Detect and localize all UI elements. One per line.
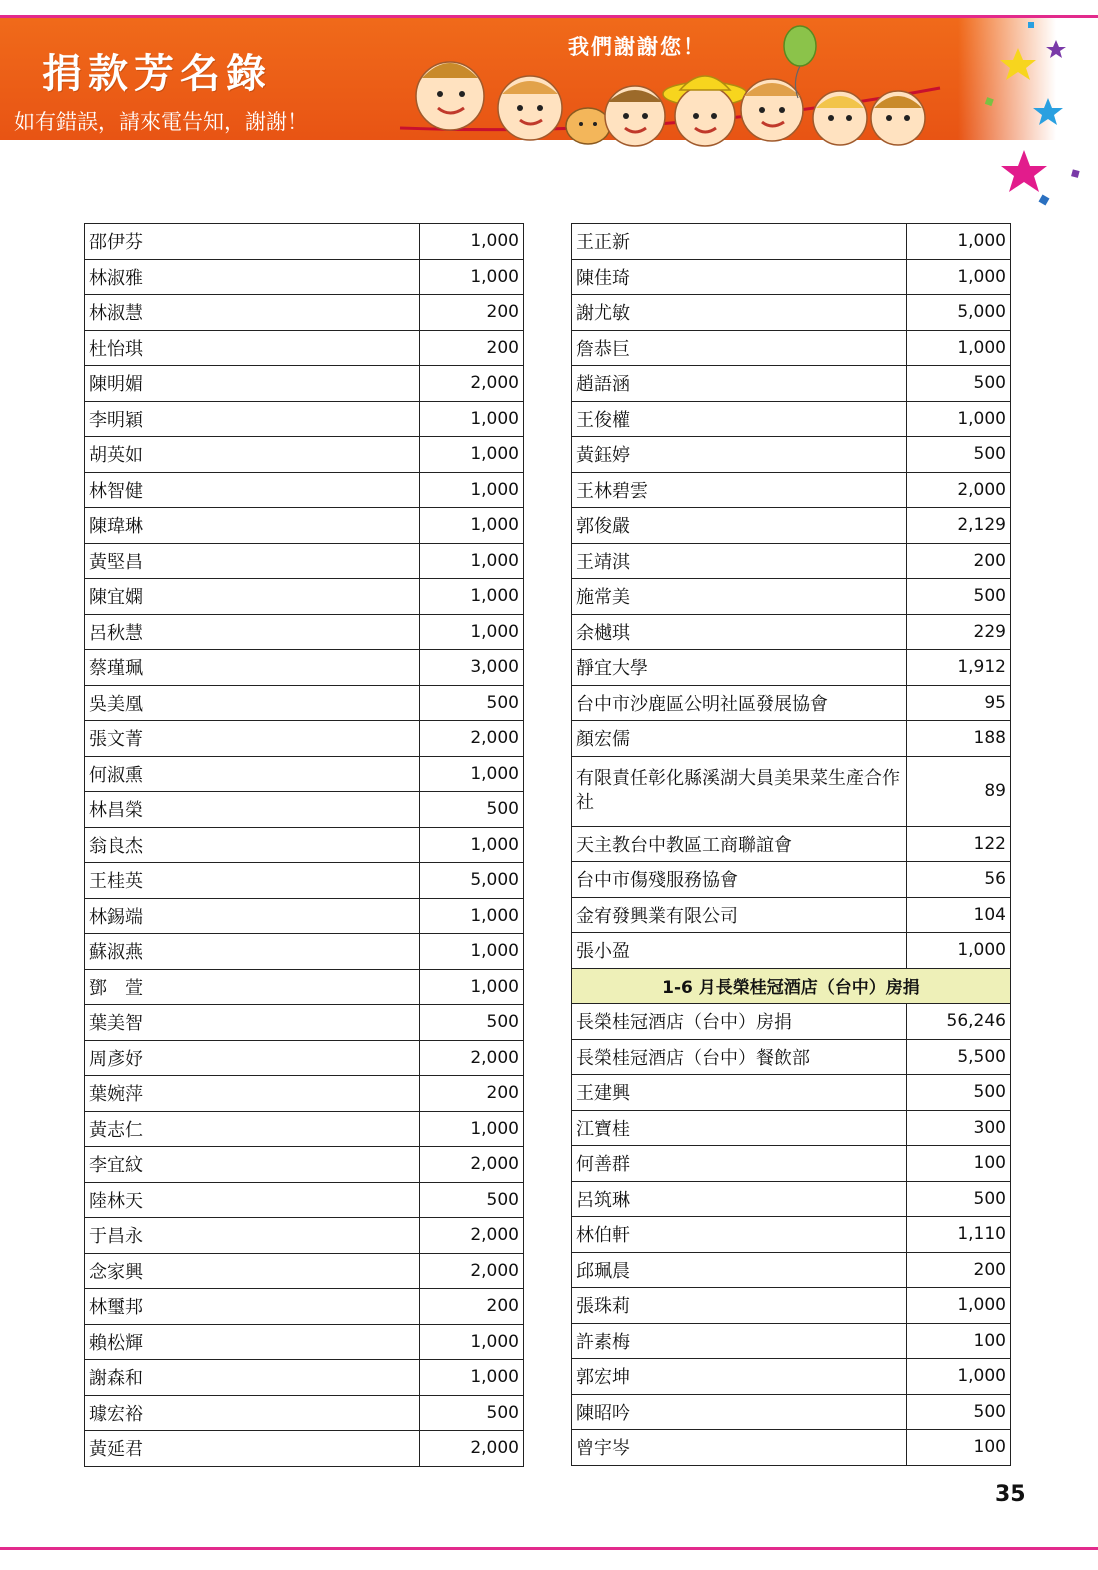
donation-amount: 5,000 <box>907 295 1011 331</box>
table-row <box>572 933 1011 969</box>
donation-amount: 1,000 <box>420 543 524 579</box>
donor-name: 念家興 <box>85 1253 420 1289</box>
table-row <box>572 330 1011 366</box>
donor-name: 林璽邦 <box>85 1289 420 1325</box>
donation-amount: 1,000 <box>907 401 1011 437</box>
donor-name: 黃鈺婷 <box>572 437 907 473</box>
table-row <box>85 614 524 650</box>
donation-amount: 5,000 <box>420 863 524 899</box>
table-row <box>85 1111 524 1147</box>
table-row <box>572 685 1011 721</box>
donation-amount: 5,500 <box>907 1039 1011 1075</box>
donation-amount: 500 <box>907 1075 1011 1111</box>
table-row <box>85 969 524 1005</box>
donor-name: 有限責任彰化縣溪湖大員美果菜生產合作社 <box>572 756 907 826</box>
donation-amount: 1,000 <box>420 898 524 934</box>
donation-amount: 56,246 <box>907 1004 1011 1040</box>
donor-name: 王正新 <box>572 224 907 260</box>
table-row <box>85 721 524 757</box>
donation-amount: 200 <box>420 330 524 366</box>
star-icon <box>1046 40 1066 58</box>
table-row <box>572 295 1011 331</box>
donor-name: 林淑慧 <box>85 295 420 331</box>
donation-amount: 1,000 <box>907 330 1011 366</box>
donation-amount: 188 <box>907 721 1011 757</box>
donation-amount: 1,000 <box>420 969 524 1005</box>
donation-amount: 300 <box>907 1110 1011 1146</box>
table-row <box>572 401 1011 437</box>
table-row <box>85 934 524 970</box>
donor-name: 于昌永 <box>85 1218 420 1254</box>
donation-amount: 1,000 <box>907 1288 1011 1324</box>
donor-name: 張小盈 <box>572 933 907 969</box>
donor-name: 郭俊嚴 <box>572 508 907 544</box>
donor-name: 李宜紋 <box>85 1147 420 1183</box>
donor-name: 黃堅昌 <box>85 543 420 579</box>
donor-name: 何淑熏 <box>85 756 420 792</box>
table-row <box>85 543 524 579</box>
table-row <box>85 330 524 366</box>
donor-name: 賴松輝 <box>85 1324 420 1360</box>
table-row <box>572 579 1011 615</box>
donation-amount: 1,110 <box>907 1217 1011 1253</box>
donation-amount: 1,000 <box>420 934 524 970</box>
donation-amount: 2,000 <box>420 721 524 757</box>
donor-name: 呂筑琳 <box>572 1181 907 1217</box>
thanks-text: 我們謝謝您！ <box>568 35 706 59</box>
table-row <box>85 579 524 615</box>
stars-decoration <box>980 0 1098 210</box>
table-row <box>572 756 1011 826</box>
table-row <box>85 1395 524 1431</box>
donor-name: 趙語涵 <box>572 366 907 402</box>
table-row <box>85 472 524 508</box>
donor-name: 天主教台中教區工商聯誼會 <box>572 826 907 862</box>
table-row <box>85 792 524 828</box>
donation-amount: 500 <box>420 1182 524 1218</box>
donor-name: 王建興 <box>572 1075 907 1111</box>
table-row <box>85 224 524 260</box>
donor-name: 邵伊芬 <box>85 224 420 260</box>
donation-amount: 1,000 <box>907 259 1011 295</box>
section-header-row <box>572 968 1011 1004</box>
donor-name: 胡英如 <box>85 437 420 473</box>
table-row <box>572 437 1011 473</box>
donor-name: 周彥妤 <box>85 1040 420 1076</box>
table-row <box>85 898 524 934</box>
donor-name: 杜怡琪 <box>85 330 420 366</box>
donation-amount: 1,000 <box>420 1324 524 1360</box>
table-row <box>85 437 524 473</box>
donation-amount: 95 <box>907 685 1011 721</box>
donation-amount: 1,000 <box>420 756 524 792</box>
section-header: 1-6 月長榮桂冠酒店（台中）房捐 <box>572 968 1011 1004</box>
donation-amount: 1,000 <box>420 579 524 615</box>
table-row <box>572 1323 1011 1359</box>
donation-amount: 1,000 <box>420 508 524 544</box>
table-row <box>572 1394 1011 1430</box>
donor-name: 謝森和 <box>85 1360 420 1396</box>
donor-name: 王桂英 <box>85 863 420 899</box>
donor-name: 林錫端 <box>85 898 420 934</box>
donor-name: 林昌榮 <box>85 792 420 828</box>
table-row <box>85 650 524 686</box>
donor-name: 台中市沙鹿區公明社區發展協會 <box>572 685 907 721</box>
table-row <box>572 1039 1011 1075</box>
donation-amount: 500 <box>420 685 524 721</box>
donation-amount: 56 <box>907 862 1011 898</box>
donor-name: 王林碧雲 <box>572 472 907 508</box>
donor-name: 王靖淇 <box>572 543 907 579</box>
table-row <box>85 685 524 721</box>
donation-amount: 229 <box>907 614 1011 650</box>
donor-name: 靜宜大學 <box>572 650 907 686</box>
table-row <box>572 1359 1011 1395</box>
donation-amount: 200 <box>420 295 524 331</box>
table-row <box>85 1076 524 1112</box>
donation-amount: 2,000 <box>420 1431 524 1467</box>
donor-name: 蘇淑燕 <box>85 934 420 970</box>
star-icon <box>1033 98 1063 125</box>
donation-amount: 2,000 <box>420 1253 524 1289</box>
table-row <box>572 1288 1011 1324</box>
donor-name: 郭宏坤 <box>572 1359 907 1395</box>
table-row <box>572 259 1011 295</box>
donation-amount: 100 <box>907 1430 1011 1466</box>
table-row <box>572 1252 1011 1288</box>
donation-amount: 500 <box>907 1181 1011 1217</box>
table-row <box>572 826 1011 862</box>
table-row <box>85 1360 524 1396</box>
donor-name: 葉婉萍 <box>85 1076 420 1112</box>
donor-name: 王俊權 <box>572 401 907 437</box>
donor-name: 鄧 萱 <box>85 969 420 1005</box>
donation-amount: 2,000 <box>420 1147 524 1183</box>
table-row <box>85 1005 524 1041</box>
donor-name: 吳美凰 <box>85 685 420 721</box>
donor-name: 李明穎 <box>85 401 420 437</box>
table-row <box>85 1147 524 1183</box>
donor-name: 黃志仁 <box>85 1111 420 1147</box>
donor-name: 翁良杰 <box>85 827 420 863</box>
donor-name: 璩宏裕 <box>85 1395 420 1431</box>
table-row <box>572 721 1011 757</box>
donor-name: 張珠莉 <box>572 1288 907 1324</box>
table-row <box>85 1218 524 1254</box>
table-row <box>85 1040 524 1076</box>
donation-amount: 1,000 <box>420 437 524 473</box>
donation-amount: 1,000 <box>907 1359 1011 1395</box>
table-row <box>572 543 1011 579</box>
table-row <box>85 366 524 402</box>
donor-name: 陸林天 <box>85 1182 420 1218</box>
star-icon <box>1001 150 1047 192</box>
table-row <box>85 863 524 899</box>
table-row <box>85 401 524 437</box>
donation-amount: 1,000 <box>907 933 1011 969</box>
donation-amount: 2,000 <box>907 472 1011 508</box>
donation-amount: 200 <box>907 543 1011 579</box>
donation-amount: 1,912 <box>907 650 1011 686</box>
table-row <box>572 472 1011 508</box>
page-subtitle: 如有錯誤，請來電告知，謝謝！ <box>14 110 308 134</box>
donor-name: 顏宏儒 <box>572 721 907 757</box>
donation-amount: 100 <box>907 1146 1011 1182</box>
table-row <box>85 508 524 544</box>
donation-amount: 104 <box>907 897 1011 933</box>
donation-amount: 1,000 <box>420 472 524 508</box>
donor-name: 詹恭巨 <box>572 330 907 366</box>
donor-name: 長榮桂冠酒店（台中）房捐 <box>572 1004 907 1040</box>
page-number: 35 <box>995 1482 1026 1507</box>
donation-amount: 1,000 <box>907 224 1011 260</box>
bottom-rule <box>0 1547 1098 1550</box>
table-row <box>85 1289 524 1325</box>
donor-name: 呂秋慧 <box>85 614 420 650</box>
donation-amount: 200 <box>907 1252 1011 1288</box>
donation-amount: 2,129 <box>907 508 1011 544</box>
donation-amount: 500 <box>420 1005 524 1041</box>
header-banner <box>0 18 1098 140</box>
donation-amount: 1,000 <box>420 401 524 437</box>
donor-name: 邱珮晨 <box>572 1252 907 1288</box>
donation-amount: 1,000 <box>420 1360 524 1396</box>
donor-name: 金宥發興業有限公司 <box>572 897 907 933</box>
donor-name: 陳明媚 <box>85 366 420 402</box>
table-row <box>85 259 524 295</box>
donation-amount: 500 <box>907 579 1011 615</box>
donor-name: 陳昭吟 <box>572 1394 907 1430</box>
donor-name: 林伯軒 <box>572 1217 907 1253</box>
table-row <box>572 1075 1011 1111</box>
table-row <box>572 1430 1011 1466</box>
donation-amount: 100 <box>907 1323 1011 1359</box>
table-row <box>572 1004 1011 1040</box>
donor-name: 曾宇岑 <box>572 1430 907 1466</box>
donation-amount: 1,000 <box>420 1111 524 1147</box>
star-icon <box>1000 48 1036 80</box>
table-row <box>85 756 524 792</box>
donation-amount: 200 <box>420 1289 524 1325</box>
table-row <box>572 1181 1011 1217</box>
donation-amount: 2,000 <box>420 366 524 402</box>
donor-name: 台中市傷殘服務協會 <box>572 862 907 898</box>
donation-amount: 1,000 <box>420 224 524 260</box>
donor-name: 陳佳琦 <box>572 259 907 295</box>
table-row <box>572 224 1011 260</box>
donation-amount: 1,000 <box>420 259 524 295</box>
table-row <box>572 366 1011 402</box>
donation-amount: 1,000 <box>420 614 524 650</box>
donation-amount: 500 <box>420 792 524 828</box>
donor-name: 施常美 <box>572 579 907 615</box>
donor-name: 黃延君 <box>85 1431 420 1467</box>
table-row <box>85 1253 524 1289</box>
donor-name: 江寶桂 <box>572 1110 907 1146</box>
table-row <box>85 1431 524 1467</box>
table-row <box>572 1146 1011 1182</box>
table-row <box>572 614 1011 650</box>
donor-name: 余樾琪 <box>572 614 907 650</box>
donation-amount: 89 <box>907 756 1011 826</box>
donation-amount: 3,000 <box>420 650 524 686</box>
donation-amount: 2,000 <box>420 1218 524 1254</box>
donor-name: 張文菁 <box>85 721 420 757</box>
table-row <box>85 1182 524 1218</box>
donation-amount: 500 <box>907 366 1011 402</box>
donor-name: 陳宜嫻 <box>85 579 420 615</box>
table-row <box>572 650 1011 686</box>
page-title: 捐款芳名錄 <box>42 50 272 97</box>
donation-amount: 1,000 <box>420 827 524 863</box>
donor-name: 林淑雅 <box>85 259 420 295</box>
table-row <box>572 1110 1011 1146</box>
kid-face-icon <box>416 62 484 130</box>
donor-table-left <box>84 223 524 1467</box>
table-row <box>85 827 524 863</box>
table-row <box>572 1217 1011 1253</box>
donation-amount: 200 <box>420 1076 524 1112</box>
table-row <box>85 295 524 331</box>
donor-name: 許素梅 <box>572 1323 907 1359</box>
table-row <box>572 508 1011 544</box>
table-row <box>85 1324 524 1360</box>
table-row <box>572 862 1011 898</box>
donor-table-right <box>571 223 1011 1466</box>
donation-amount: 2,000 <box>420 1040 524 1076</box>
donation-amount: 122 <box>907 826 1011 862</box>
donor-name: 謝尤敏 <box>572 295 907 331</box>
table-row <box>572 897 1011 933</box>
donor-name: 蔡瑾珮 <box>85 650 420 686</box>
donation-amount: 500 <box>907 1394 1011 1430</box>
donation-amount: 500 <box>907 437 1011 473</box>
donation-amount: 500 <box>420 1395 524 1431</box>
donor-name: 林智健 <box>85 472 420 508</box>
donor-name: 陳瑋琳 <box>85 508 420 544</box>
donor-name: 何善群 <box>572 1146 907 1182</box>
donor-name: 葉美智 <box>85 1005 420 1041</box>
donor-name: 長榮桂冠酒店（台中）餐飲部 <box>572 1039 907 1075</box>
